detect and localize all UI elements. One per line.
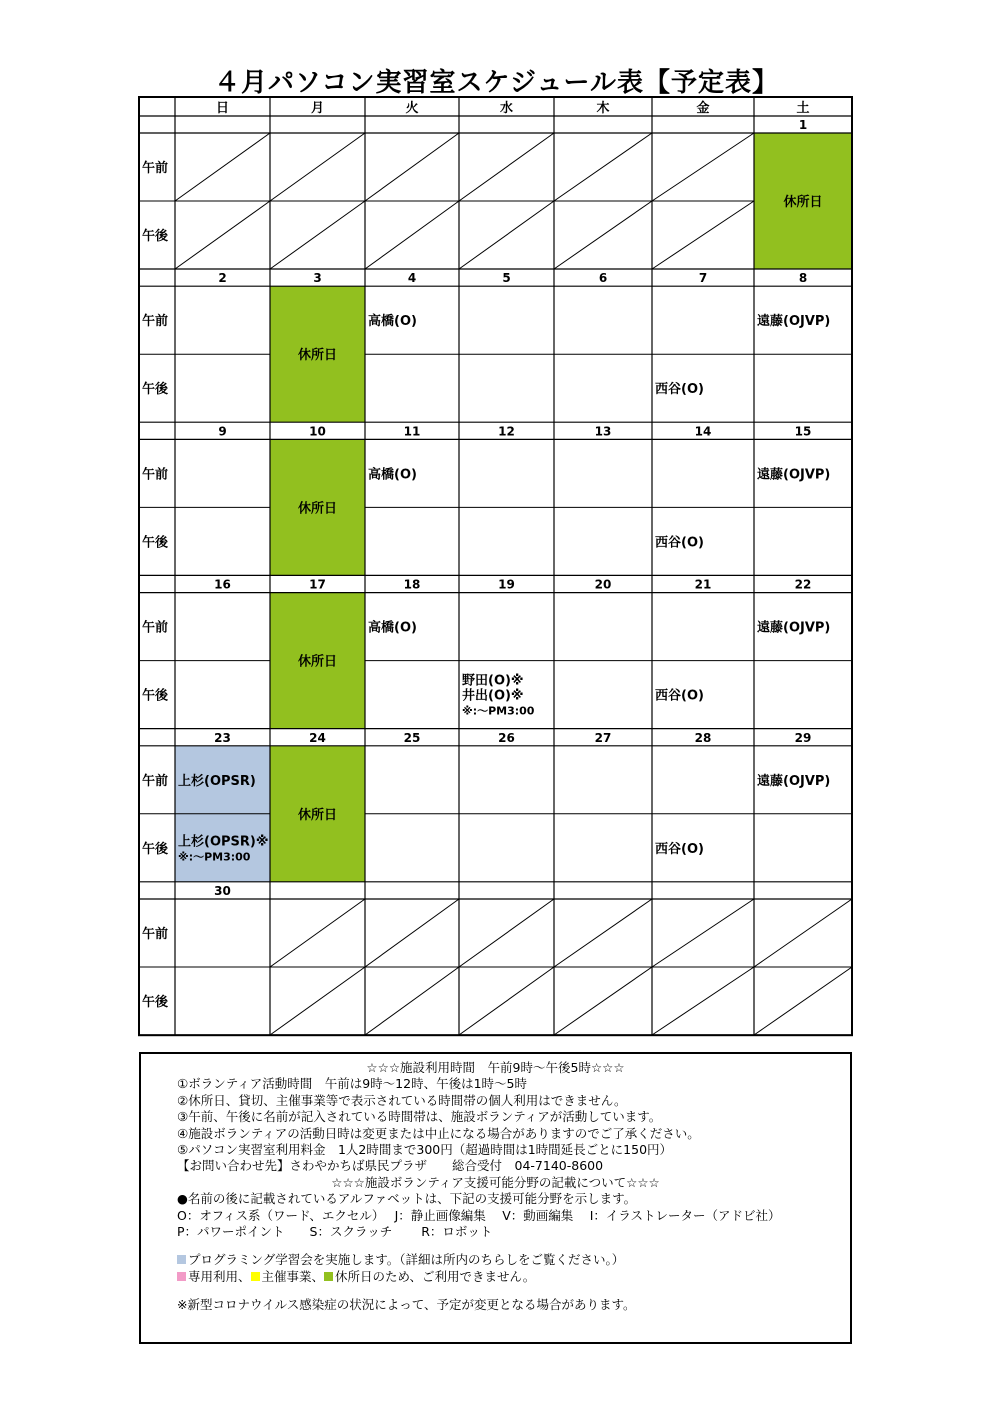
volunteer-entry: 遠藤(OJVP) (757, 620, 831, 636)
period-label-pm: 午後 (142, 229, 169, 244)
volunteer-entry: 遠藤(OJVP) (757, 314, 831, 330)
volunteer-entry: 野田(O)※ (462, 673, 524, 689)
volunteer-entry: 西谷(O) (655, 688, 704, 704)
diagonal-line (754, 967, 852, 1035)
diagonal-line (459, 201, 554, 269)
period-label-am: 午前 (142, 467, 169, 483)
day-number: 5 (502, 271, 511, 286)
day-number: 18 (403, 577, 421, 592)
period-label-pm: 午後 (142, 995, 169, 1010)
volunteer-entry: 遠藤(OJVP) (757, 773, 831, 789)
day-number: 16 (214, 577, 231, 592)
facility-hours-header: ☆☆☆施設利用時間 午前9時～午後5時☆☆☆ (366, 1060, 625, 1075)
diagonal-line (554, 201, 652, 269)
period-label-pm: 午後 (142, 688, 169, 704)
day-number: 13 (594, 424, 612, 439)
day-number: 3 (313, 271, 322, 286)
closed-day-label: 休所日 (297, 501, 338, 517)
period-label-pm: 午後 (142, 535, 169, 551)
day-number: 27 (594, 730, 612, 745)
day-number: 20 (594, 577, 612, 592)
day-number: 21 (694, 577, 712, 592)
note-line: ④施設ボランティアの活動日時は変更または中止になる場合がありますのでご了承ください。 (177, 1125, 700, 1141)
period-label-am: 午前 (142, 773, 169, 789)
day-number: 7 (698, 271, 708, 286)
note-line: ⑤パソコン実習室利用料金 1人2時間まで300円（超過時間は1時間延長ごとに150円） (177, 1142, 673, 1158)
diagonal-line (554, 133, 652, 201)
closed-day-label: 休所日 (297, 654, 338, 670)
period-label-am: 午前 (142, 620, 169, 636)
weekday-header: 金 (696, 101, 710, 116)
weekday-header: 木 (596, 101, 610, 116)
volunteer-entry: ※:～PM3:00 (462, 704, 535, 718)
diagonal-line (175, 201, 270, 269)
diagonal-line (554, 899, 652, 967)
day-number: 30 (214, 884, 231, 898)
day-number: 11 (403, 424, 421, 439)
day-number: 29 (794, 730, 812, 745)
yellow-swatch (251, 1272, 260, 1281)
diagonal-line (554, 967, 652, 1035)
volunteer-entry: 西谷(O) (655, 382, 704, 398)
closed-day-label: 休所日 (297, 348, 338, 364)
day-number: 2 (218, 271, 227, 286)
day-number: 24 (309, 730, 326, 745)
day-number: 28 (694, 730, 712, 745)
day-number: 1 (798, 118, 808, 132)
support-fields-header: ☆☆☆施設ボランティア支援可能分野の記載について☆☆☆ (331, 1174, 660, 1190)
period-label-pm: 午後 (142, 841, 169, 857)
diagonal-line (652, 133, 754, 201)
diagonal-line (365, 133, 459, 201)
calendar-border (139, 97, 852, 1035)
diagonal-line (652, 899, 754, 967)
diagonal-line (365, 967, 459, 1035)
diagonal-line (365, 201, 459, 269)
volunteer-entry: 高橋(O) (368, 314, 417, 330)
day-number: 12 (498, 424, 515, 439)
legend-programming: プログラミング学習会を実施します。（詳細は所内のちらしをご覧ください。） (141, 1252, 850, 1268)
weekday-header: 水 (499, 101, 514, 116)
notes-box (139, 1052, 852, 1344)
day-number: 22 (794, 577, 812, 592)
diagonal-line (652, 201, 754, 269)
pink-swatch (177, 1272, 186, 1281)
day-number: 10 (309, 424, 326, 439)
day-number: 19 (498, 577, 515, 592)
day-number: 14 (694, 424, 712, 439)
diagonal-line (175, 133, 270, 201)
volunteer-entry: 西谷(O) (655, 535, 704, 551)
diagonal-line (459, 899, 554, 967)
weekday-header: 日 (215, 101, 230, 116)
period-label-am: 午前 (142, 314, 169, 330)
day-number: 17 (309, 577, 326, 592)
day-number: 23 (214, 730, 231, 745)
volunteer-entry: ※:～PM3:00 (178, 850, 251, 864)
closed-day-label: 休所日 (297, 807, 338, 823)
note-line: ①ボランティア活動時間 午前は9時～12時、午後は1時～5時 (177, 1076, 527, 1092)
volunteer-entry: 高橋(O) (368, 467, 417, 483)
note-line: ●名前の後に記載されているアルファベットは、下記の支援可能分野を示します。 (177, 1191, 637, 1207)
closed-day-label: 休所日 (783, 195, 823, 210)
note-line: P：パワーポイント S：スクラッチ R：ロボット (177, 1224, 493, 1240)
diagonal-line (754, 899, 852, 967)
diagonal-line (270, 133, 365, 201)
volunteer-entry: 上杉(OPSR) (178, 773, 256, 789)
green-swatch (324, 1272, 333, 1281)
note-line: O：オフィス系（ワード、エクセル） J：静止画像編集 V：動画編集 I：イラストレーター（アドビ社） (177, 1207, 781, 1223)
legend-unavailable: 専用利用、 主催事業、 休所日のため、ご利用できません。 (141, 1269, 850, 1285)
note-line: ③午前、午後に名前が記入されている時間帯は、施設ボランティアが活動しています。 (177, 1109, 662, 1125)
volunteer-entry: 高橋(O) (368, 620, 417, 636)
period-label-pm: 午後 (142, 382, 169, 398)
contact-line: 【お問い合わせ先】さわやかちば県民プラザ 総合受付 04-7140-8600 (177, 1158, 604, 1174)
diagonal-line (270, 967, 365, 1035)
day-number: 8 (798, 271, 808, 286)
weekday-header: 月 (310, 101, 325, 116)
day-number: 4 (407, 271, 417, 286)
weekday-header: 土 (796, 101, 810, 116)
volunteer-entry: 井出(O)※ (462, 688, 524, 704)
period-label-am: 午前 (142, 161, 169, 176)
day-number: 26 (498, 730, 515, 745)
blue-swatch (177, 1255, 186, 1264)
diagonal-line (365, 899, 459, 967)
diagonal-line (459, 133, 554, 201)
diagonal-line (270, 201, 365, 269)
day-number: 15 (794, 424, 812, 439)
note-line: ②休所日、貸切、主催事業等で表示されている時間帯の個人利用はできません。 (177, 1092, 627, 1108)
covid-notice: ※新型コロナウイルス感染症の状況によって、予定が変更となる場合があります。 (177, 1297, 636, 1313)
weekday-header: 火 (405, 101, 419, 116)
diagonal-line (270, 899, 365, 967)
volunteer-entry: 上杉(OPSR)※ (178, 834, 269, 850)
day-number: 6 (598, 271, 608, 286)
diagonal-line (459, 967, 554, 1035)
period-label-am: 午前 (142, 927, 169, 942)
page-title: ４月パソコン実習室スケジュール表【予定表】 (214, 68, 779, 98)
diagonal-line (652, 967, 754, 1035)
day-number: 9 (218, 424, 227, 439)
volunteer-entry: 西谷(O) (655, 841, 704, 857)
day-number: 25 (403, 730, 421, 745)
volunteer-entry: 遠藤(OJVP) (757, 467, 831, 483)
